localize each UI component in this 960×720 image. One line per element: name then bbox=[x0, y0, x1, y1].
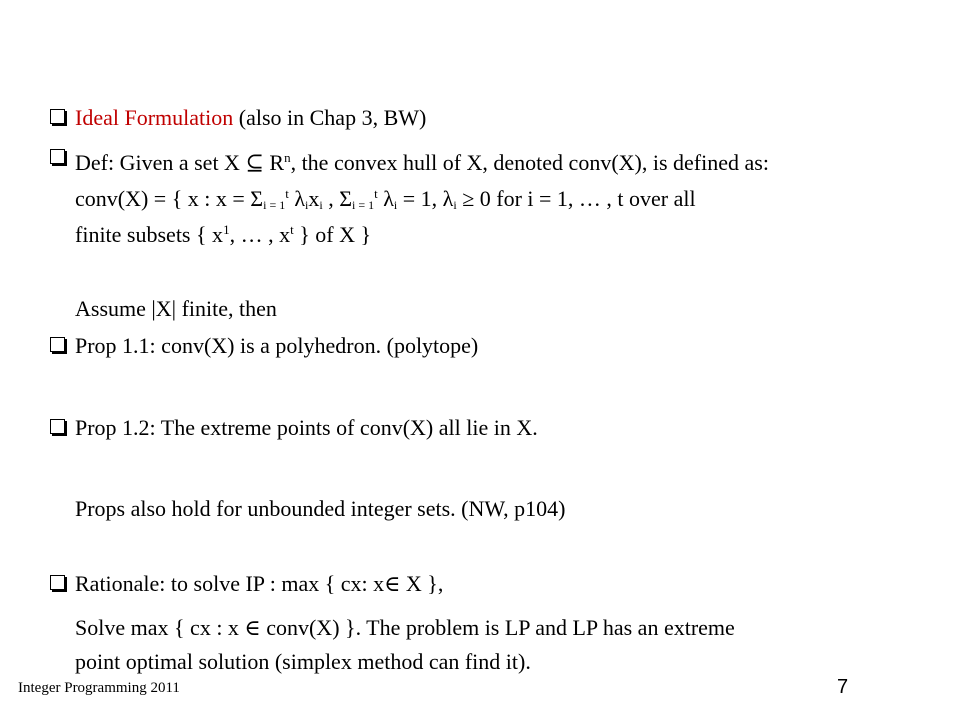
solve-line-2: point optimal solution (simplex method can find it). bbox=[75, 649, 531, 674]
props-hold-line: Props also hold for unbounded integer sets. (NW, p104) bbox=[75, 496, 566, 521]
checkbox-bullet-icon bbox=[50, 149, 65, 164]
prop-1-1-line: Prop 1.1: conv(X) is a polyhedron. (polytope) bbox=[75, 333, 479, 358]
footer-title: Integer Programming 2011 bbox=[18, 680, 180, 696]
checkbox-bullet-icon bbox=[50, 419, 65, 434]
prop-1-2-line: Prop 1.2: The extreme points of conv(X) all lie in X. bbox=[75, 415, 538, 440]
definition-line-3: finite subsets { $x^1$, … , $x^t$ } of X } bbox=[75, 222, 372, 247]
rationale-line: Rationale: to solve IP : max { cx: x∈ X }, bbox=[75, 571, 444, 596]
definition-line-1: Def: Given a set X ⊆ $R^n$, the convex hull of X, denoted conv(X), is defined as: bbox=[75, 150, 769, 175]
checkbox-bullet-icon bbox=[50, 575, 65, 590]
page-number: 7 bbox=[837, 676, 849, 698]
checkbox-bullet-icon bbox=[50, 337, 65, 352]
checkbox-bullet-icon bbox=[50, 109, 65, 124]
ideal-formulation-line: Ideal Formulation (also in Chap 3, BW) bbox=[75, 105, 427, 130]
ideal-formulation-link: Ideal Formulation bbox=[75, 105, 234, 130]
solve-line-1: Solve max { cx : x ∈ conv(X) }. The problem is LP and LP has an extreme bbox=[75, 615, 735, 640]
definition-line-2: conv(X) = { x : $x = \Sigma_{i = 1}^t$ $\lambda_ix_i$ , $\Sigma_{i = 1}^t$ $\lambda_i = 1$, $\lambda_i \ge 0$ for i = 1, … , t over all bbox=[75, 186, 696, 212]
assume-line: Assume |X| finite, then bbox=[75, 296, 277, 321]
